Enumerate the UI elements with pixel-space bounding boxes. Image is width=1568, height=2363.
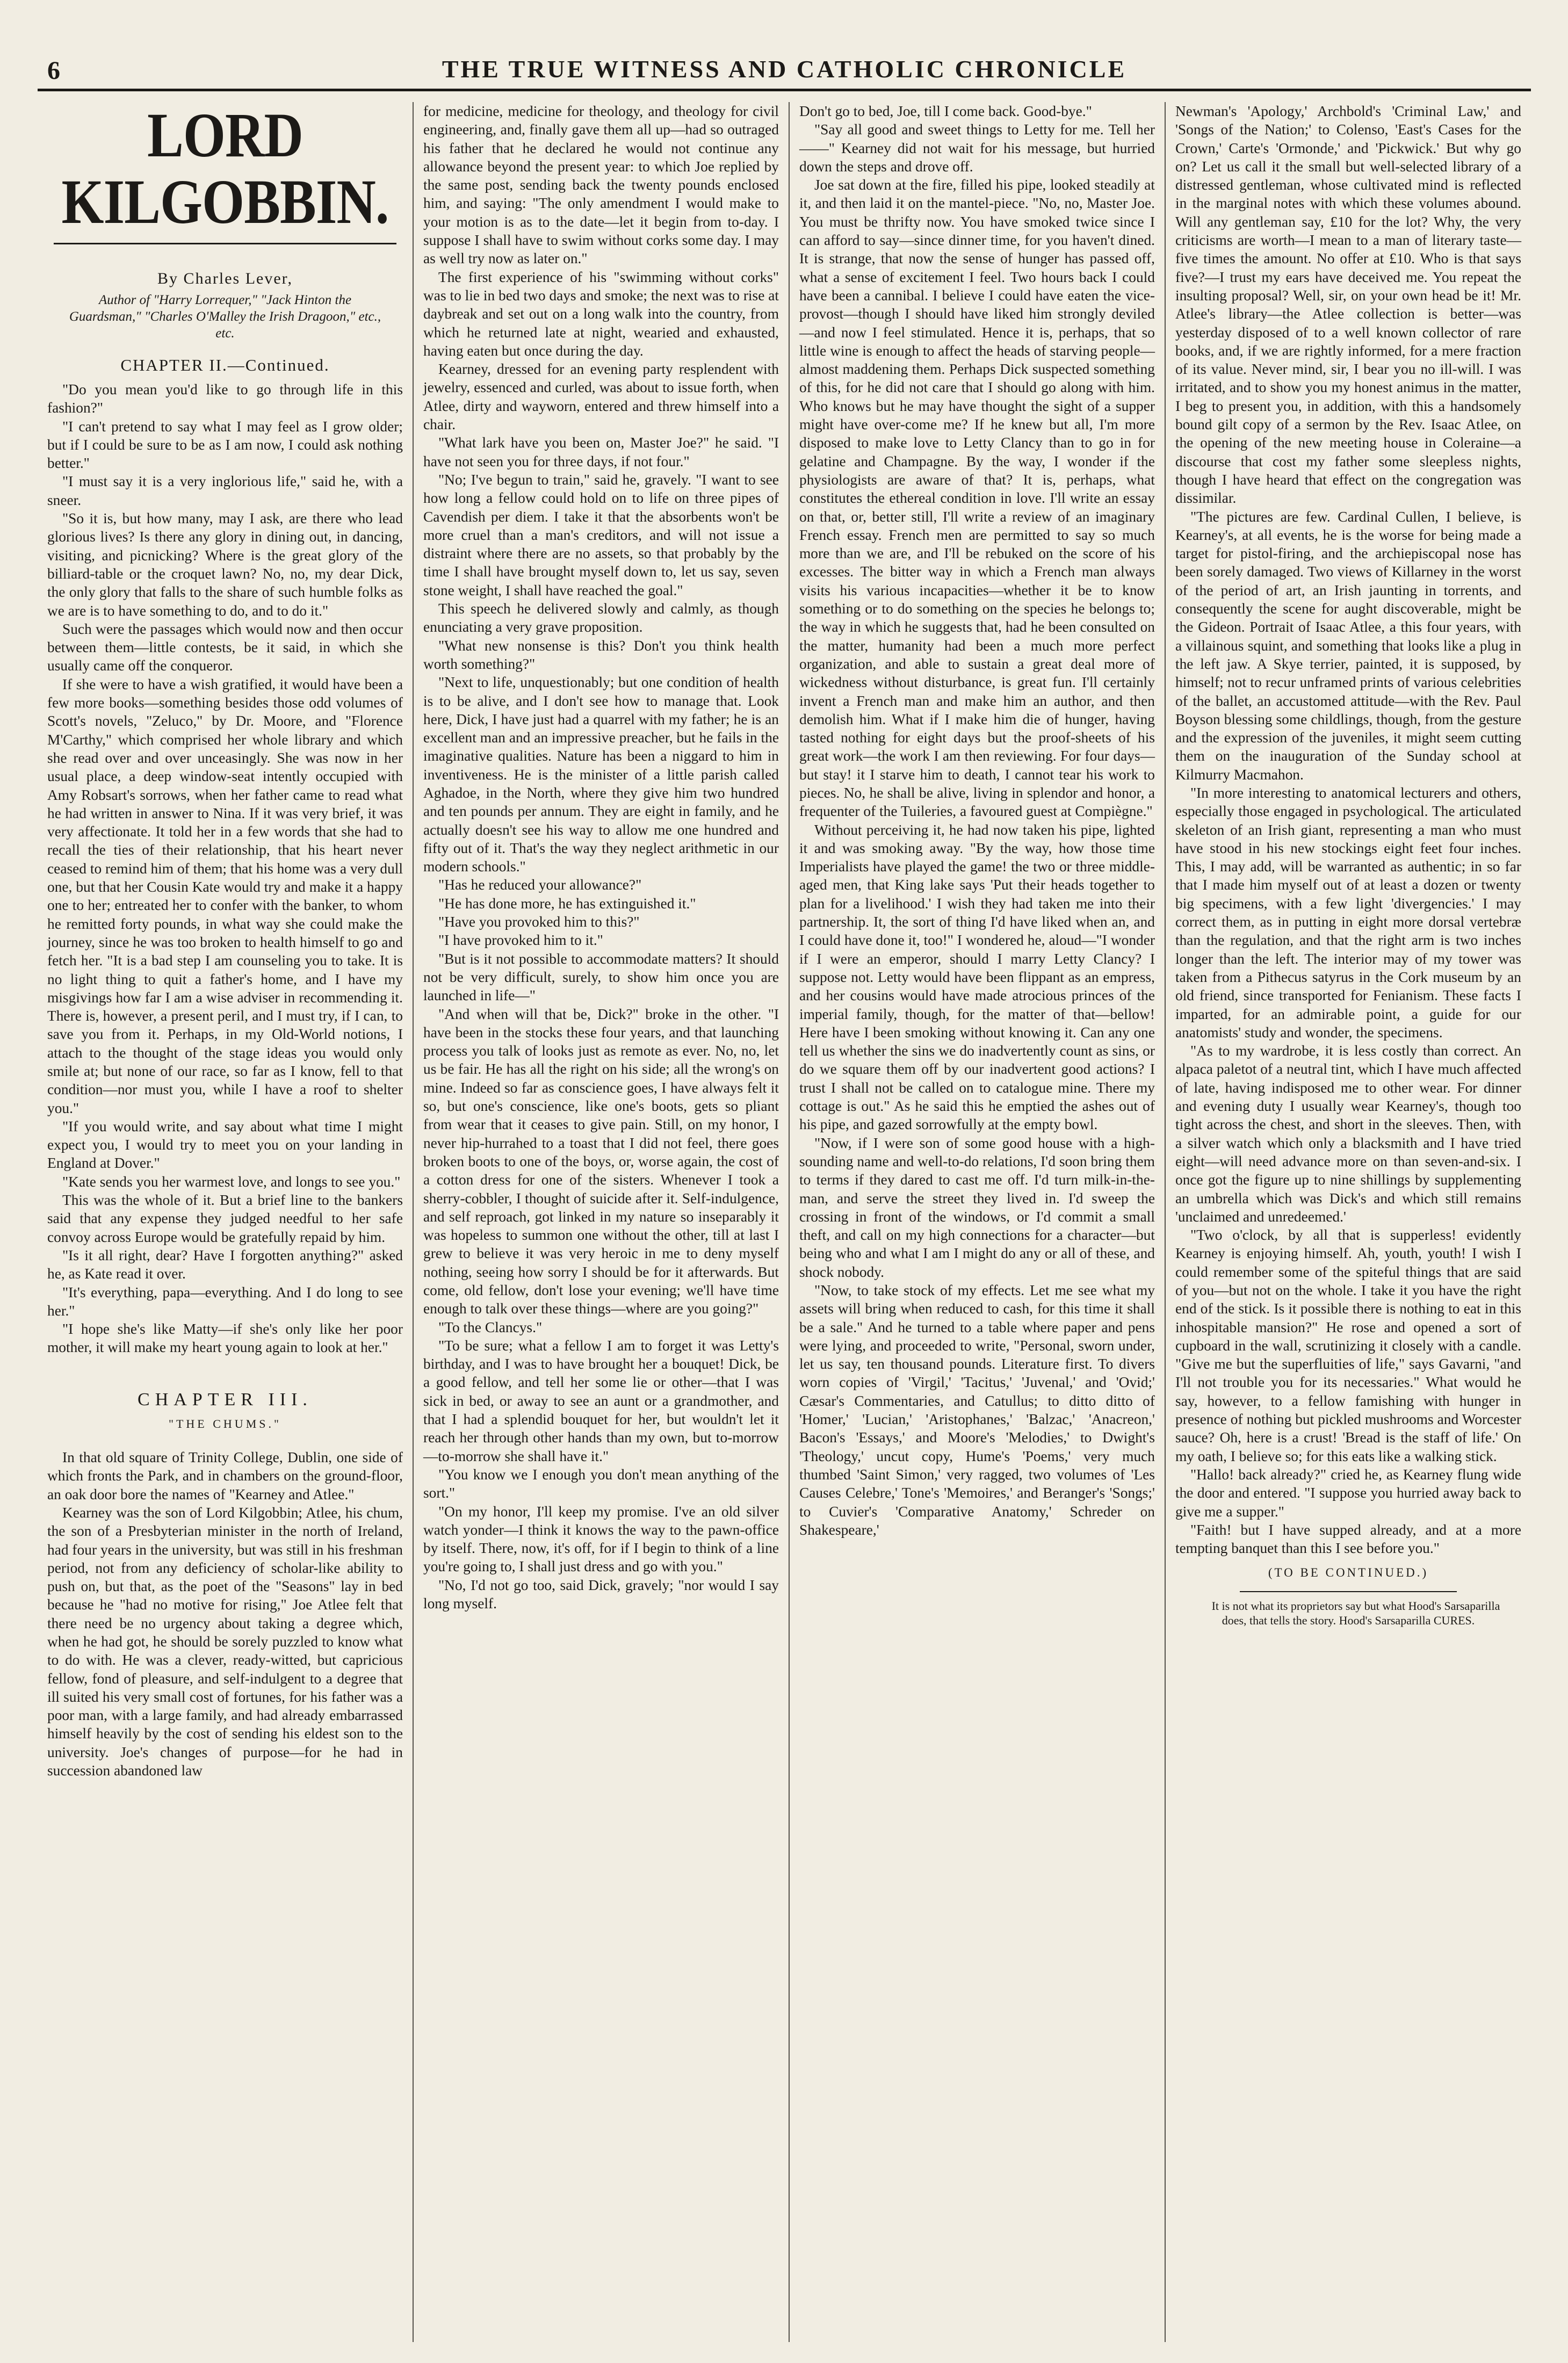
paragraph: "If you would write, and say about what time I might expect you, I would try to meet you on your landing in England at Dover." — [47, 1118, 403, 1172]
paragraph: In that old square of Trinity College, Dublin, one side of which fronts the Park, and in chambers on the ground-floor, an oak door bore the names of "Kearney and Atlee." — [47, 1449, 403, 1502]
paragraph: "On my honor, I'll keep my promise. I've an old silver watch yonder—I think it knows the way to the pawn-office by itself. There, now, it's off, for if I begin to think of a line you're going to, I shall just dress and go with you." — [423, 1503, 779, 1575]
paragraph: "The pictures are few. Cardinal Cullen, I believe, is Kearney's, at all events, he is the worse for being made a target for pistol-firing, and the archiepiscopal nose has been sorely damaged. Two views of Killarney in the worst of the period of art, an Irish jaunting in torrents, and consequently the scene for aught discoverable, might be the Gideon. Portrait of Isaac Atlee, a this four years, with a villainous squint, and something that looks like a plug in the left jaw. A Skye terrier, painted, it is supposed, by himself; not to recur unframed prints of various celebrities of the ballet, an accustomed attitude—with the Rev. Paul Boyson blessing some childlings, though, from the gesture and the expression of the juveniles, it might seem cutting them on the inauguration of the Sunday school at Kilmurry Macmahon. — [1175, 508, 1521, 783]
paragraph: "No; I've begun to train," said he, gravely. "I want to see how long a fellow could hold on to life on three pipes of Cavendish per diem. I take it that the absorbents won't be more cruel than a man's creditors, and will not issue a distraint where there are no assets, so that probably by the time I shall have brought myself down to, let us say, seven stone weight, I shall have reached the goal." — [423, 471, 779, 598]
paragraph: "Is it all right, dear? Have I forgotten anything?" asked he, as Kate read it over. — [47, 1247, 403, 1282]
chapter-ii-heading: CHAPTER II.—Continued. — [120, 356, 330, 374]
paragraph: "To the Clancys." — [438, 1319, 543, 1335]
story-headline: LORD KILGOBBIN. — [54, 102, 396, 244]
chapter-iii-subtitle: "THE CHUMS." — [169, 1417, 281, 1430]
paragraph: Without perceiving it, he had now taken his pipe, lighted it and was smoking away. "By the way, how those time Imperialists have played the game! the two or three middle-aged men, that King lake says 'Put their heads together to plan for a livelihood.' I wish they had taken me into their partnership. It, the sort of thing I'd have liked when an, and I could have done it, too!" I wondered he, aloud—"I wonder if I were an emperor, should I marry Letty Clancy? I suppose not. Letty would have been flippant as an empress, and her cousins would have made atrocious princes of the imperial family, though, for the matter of that—bellow! Here have I been smoking without knowing it. Can any one tell us whether the sins we do inadvertently count as sins, or do we square them off by our inadvertent good actions? I trust I shall not be called on to catalogue mine. There my cottage is out." As he said this he emptied the ashes out of his pipe, and gazed sorrowfully at the empty bowl. — [799, 821, 1155, 1133]
paragraph: "I hope she's like Matty—if she's only like her poor mother, it will make my heart young again to look at her." — [47, 1321, 403, 1356]
paragraph: Such were the passages which would now and then occur between them—little contests, be it said, in which she usually came off the conqueror. — [47, 620, 403, 674]
divider — [1240, 1591, 1457, 1592]
paragraph: This speech he delivered slowly and calmly, as though enunciating a very grave proposition. — [423, 601, 779, 635]
paragraph: "Has he reduced your allowance?" — [438, 877, 642, 893]
paragraph: "But is it not possible to accommodate matters? It should not be very difficult, surely, to show him once you are launched in life—" — [423, 950, 779, 1004]
paragraph: "In more interesting to anatomical lecturers and others, especially those engaged in psychological. The articulated skeleton of an Irish giant, representing a man who must have stood in his new stockings eight feet four inches. This, I may add, will be warranted as authentic; in so far that I made him myself out of at least a dozen or twenty big specimens, with a few light 'divergencies.' I may correct them, as in putting in eight more dorsal vertebræ than the regulation, and that the right arm is two inches longer than the left. The interior may of my tower was taken from a Pithecus satyrus in the Cork museum by an old friend, since transported for Fenianism. These facts I imparted, for an admirable point, a guide for our anatomists' study and wonder, the specimens. — [1175, 784, 1521, 1040]
paragraph: for medicine, medicine for theology, and theology for civil engineering, and, finally gave them all up—had so outraged his father that he declared he would not continue any allowance beyond the present year: to which Joe replied by the same post, sending back the twenty pounds enclosed him, and saying: "The only amendment I would make to your motion is as to the date—let it begin from to-day. I suppose I shall have to swim without corks some day. I may as well try now as later on." — [423, 103, 779, 267]
advertisement-notice: It is not what its proprietors say but what Hood's Sarsaparilla does, that tells the story. Hood's Sarsaparilla CURES. — [1211, 1599, 1500, 1627]
paragraph: If she were to have a wish gratified, it would have been a few more books—something besides those odd volumes of Scott's novels, "Zeluco," by Dr. Moore, and "Florence M'Carthy," which comprised her whole library and which she read over and over unceasingly. She was now in her usual place, a deep window-seat intently occupied with Amy Robsart's sorrows, when her father came to read what he had written in answer to Nina. If it was very brief, it was very affectionate. It told her in a few words that she had to recall the ties of their relationship, that his heart never ceased to remind him of them; that his home was a very dull one, but that her Cousin Kate would try and make it a happy one to her; entreated her to confer with the banker, to whom he remitted forty pounds, in what way she could make the journey, since he was too broken to health himself to go and fetch her. "It is a bad step I am counseling you to take. It is no light thing to quit a father's home, and I have my misgivings how far I am a wise adviser in recommending it. There is, however, a present peril, and I must try, if I can, to save you from it. Perhaps, in my Old-World notions, I attach to the thought of the stage ideas you would only smile at; but none of our race, so far as I know, fell to that condition—nor must you, while I have a roof to shelter you." — [47, 676, 403, 1116]
paragraph: "Have you provoked him to this?" — [438, 914, 640, 930]
paragraph: Kearney was the son of Lord Kilgobbin; Atlee, his chum, the son of a Presbyterian minister in the north of Ireland, had four years in the university, but was still in his freshman period, not from any deficiency of scholar-like ability to push on, but that, as the poet of the "Seasons" lay in bed because he "had no motive for rising," Joe Atlee felt that there need be no urgency about taking a degree which, when he had got, he should be sorely puzzled to know what to do with. He was a clever, ready-witted, but capricious fellow, fond of pleasure, and self-indulgent to a degree that ill suited his very small cost of fortunes, for his father was a poor man, with a large family, and had already embarrassed himself heavily by the cost of sending his eldest son to the university. Joe's changes of purpose—for he had in succession abandoned law — [47, 1504, 403, 1779]
paragraph: Newman's 'Apology,' Archbold's 'Criminal Law,' and 'Songs of the Nation;' to Colenso, 'East's Cases for the Crown,' Carte's 'Ormonde,' and 'Pickwick.' But why go on? Let us call it the small but well-selected library of a distressed gentleman, whose cultivated mind is reflected in the marginal notes with which these volumes abound. Will any gentleman say, £10 for the lot? Why, the very criticisms are worth—I mean to a man of literary taste—five times the amount. No offer at £10. Who is that says five?—I trust my ears have deceived me. You repeat the insulting proposal? Well, sir, on your own head be it! Mr. Atlee's library—the Atlee collection is better—was yesterday disposed of to a well known collector of rare books, and, if we are rightly informed, for a mere fraction of its value. Never mind, sir, I bear you no ill-will. I was irritated, and to show you my honest animus in the matter, I beg to present you, in addition, with this a handsomely bound gilt copy of a sermon by the Rev. Isaac Atlee, on the opening of the new meeting house in Coleraine—a discourse that cost my father some sleepless nights, though I have heard that effect on the congregation was dissimilar. — [1175, 103, 1521, 507]
chapter-iii-heading: CHAPTER III. — [138, 1389, 313, 1410]
newspaper-title: THE TRUE WITNESS AND CATHOLIC CHRONICLE — [442, 55, 1127, 83]
paragraph: "Do you mean you'd like to go through life in this fashion?" — [47, 381, 403, 416]
paragraph: "It's everything, papa—everything. And I do long to see her." — [47, 1284, 403, 1319]
paragraph: "Two o'clock, by all that is supperless! evidently Kearney is enjoying himself. Ah, youth, youth! I wish I could remember some of the spiteful things that are said of you—but not on the whole. I take it you have the right end of the stick. Is it possible there is nothing to eat in this inhospitable mansion?" He rose and opened a sort of cupboard in the wall, scrutinizing it closely with a candle. "Give me but the superfluities of life," says Gavarni, "and I'll not trouble you for its necessaries." What would he say, however, to a fellow famishing with hunger in presence of nothing but pickled mushrooms and Worcester sauce? Oh, here is a crust! 'Bread is the staff of life.' On my oath, I believe so; for this eats like a walking stick. — [1175, 1227, 1521, 1464]
page-number: 6 — [47, 56, 60, 85]
paragraph: "To be sure; what a fellow I am to forget it was Letty's birthday, and I was to have brought her a bouquet! Dick, be a good fellow, and tell her some lie or other—that I was sick in bed, or away to see an aunt or a grandmother, and that I had a splendid bouquet for her, but wouldn't let it reach her through other hands than my own, but to-morrow—to-morrow she shall have it." — [423, 1337, 779, 1464]
paragraph: "Next to life, unquestionably; but one condition of health is to be alive, and I don't see how to manage that. Look here, Dick, I have just had a quarrel with my father; he is an excellent man and an impressive preacher, but he fails in the imaginative qualities. Nature has been a niggard to him in inventiveness. He is the minister of a little parish called Aghadoe, in the North, where they give him two hundred and ten pounds per annum. They are eight in family, and he actually doesn't see his way to allow me one hundred and fifty out of it. That's the way they neglect arithmetic in our modern schools." — [423, 674, 779, 875]
paragraph: "I have provoked him to it." — [438, 932, 603, 949]
paragraph: "As to my wardrobe, it is less costly than correct. An alpaca paletot of a neutral tint, which I have much affected of late, having indisposed me to other wear. For dinner and evening duty I usually wear Kearney's, though too tight across the chest, and short in the sleeves. Then, with a silver watch which only a blacksmith and I have tried eight—will need advance more on than seven-and-six. I once got the figure up to nine shillings by supplementing an umbrella which was Dick's and which still remains 'unclaimed and unredeemed.' — [1175, 1043, 1521, 1225]
paragraph: "He has done more, he has extinguished it." — [438, 895, 696, 912]
paragraph: "I must say it is a very inglorious life," said he, with a sneer. — [47, 473, 403, 508]
paragraph: "Kate sends you her warmest love, and longs to see you." — [62, 1173, 401, 1190]
paragraph: "I can't pretend to say what I may feel as I grow older; but if I could be sure to be as I am now, I could ask nothing better." — [47, 418, 403, 472]
column-2 — [414, 102, 790, 2342]
paragraph: "No, I'd not go too, said Dick, gravely; "nor would I say long myself. — [423, 1577, 779, 1612]
column-3 — [790, 102, 1166, 2342]
paragraph: Kearney, dressed for an evening party resplendent with jewelry, essenced and curled, was about to issue forth, when Atlee, dirty and wayworn, entered and threw himself into a chair. — [423, 361, 779, 433]
paragraph: This was the whole of it. But a brief line to the bankers said that any expense they judged needful to her safe convoy across Europe would be gratefully repaid by him. — [47, 1192, 403, 1245]
byline: By Charles Lever, — [157, 270, 293, 287]
paragraph: "You know we I enough you don't mean anything of the sort." — [423, 1466, 779, 1501]
article-columns — [38, 102, 1531, 2342]
paragraph: The first experience of his "swimming without corks" was to lie in bed two days and smoke; the next was to rise at daybreak and set out on a long walk into the country, from which he returned late at night, wearied and exhausted, having eaten but once during the day. — [423, 269, 779, 359]
paragraph: "What lark have you been on, Master Joe?" he said. "I have not seen you for three days, if not four." — [423, 435, 779, 469]
masthead — [38, 54, 1531, 91]
column-1 — [38, 102, 414, 2342]
paragraph: "Say all good and sweet things to Letty for me. Tell her——" Kearney did not wait for his message, but hurried down the steps and drove off. — [799, 121, 1155, 175]
paragraph: "Now, if I were son of some good house with a high-sounding name and well-to-do relations, I'd soon bring them to terms if they dared to cast me off. I'd turn milk-in-the-man, and serve the street they lived in. I'd sweep the crossing in front of the windows, or I'd commit a small theft, and call on my high connections for a character—but being who and what I am I might do any or all of these, and shock nobody. — [799, 1134, 1155, 1280]
paragraph: "What new nonsense is this? Don't you think health worth something?" — [423, 637, 779, 672]
paragraph: "Hallo! back already?" cried he, as Kearney flung wide the door and entered. "I suppose you hurried away back to give me a supper." — [1175, 1466, 1521, 1520]
paragraph: Don't go to bed, Joe, till I come back. Good-bye." — [799, 103, 1092, 119]
byline-credits: Author of "Harry Lorrequer," "Jack Hinton the Guardsman," "Charles O'Malley the Irish Dragoon," etc., etc. — [69, 293, 381, 341]
to-be-continued: (TO BE CONTINUED.) — [1268, 1566, 1429, 1580]
paragraph: Joe sat down at the fire, filled his pipe, looked steadily at it, and then laid it on the mantel-piece. "No, no, Master Joe. You must be thrifty now. You have smoked twice since I can afford to say—since dinner time, for you haven't dined. It is strange, that now the sense of hunger has passed off, what a sense of excitement I feel. Two hours back I could have been a cannibal. I believe I could have eaten the vice-provost—though I should have liked him strongly deviled—and now I feel stimulated. Hence it is, perhaps, that so little wine is enough to affect the heads of starving people—almost maddening them. Perhaps Dick suspected something of this, for he did not care that I should go along with him. Who knows but he may have thought the sight of a supper might have over-come me? If he knew but all, I'm more disposed to make love to Letty Clancy than to go in for gelatine and Champagne. By the way, I wonder if the physiologists are aware of that? It is, perhaps, what constitutes the ethereal condition in love. I'll write an essay on that, or, better still, I'll write a review of an imaginary French essay. French men are permitted to say so much more than we are, and I'll be rebuked on the score of his excesses. The bitter way in which a French man always visits his various incapacities—whether it be to know something or to do something on the species he belongs to; the way in which he suggests that, had he been consulted on the matter, humanity had been a much more perfect organization, and able to sustain a great deal more of wickedness without disturbance, is great fun. I'll certainly invent a French man and make him an author, and then demolish him. What if I make him die of hunger, having tasted nothing for eight days but the proof-sheets of his great work—the work I am then reviewing. For four days—but stay! it I starve him to death, I cannot tear his work to pieces. No, he shall be alive, living in splendor and honor, a frequenter of the Tuileries, a favoured guest at Compiègne." — [799, 177, 1155, 820]
column-4 — [1166, 102, 1531, 2342]
paragraph: "Now, to take stock of my effects. Let me see what my assets will bring when reduced to cash, for this time it shall be a sale." And he turned to a table where paper and pens were lying, and proceeded to write, "Personal, sworn under, let us say, ten thousand pounds. Literature first. To divers worn copies of 'Virgil,' 'Tacitus,' 'Juvenal,' and 'Ovid;' Cæsar's Commentaries, and Catullus; to ditto ditto of 'Homer,' 'Lucian,' 'Aristophanes,' 'Balzac,' 'Anacreon,' Bacon's 'Essays,' and Moore's 'Melodies,' to Dwight's 'Theology,' uncut copy, Hume's 'Poems,' very much thumbed 'Saint Simon,' very ragged, two volumes of 'Les Causes Celebre,' Tone's 'Memoires,' and Beranger's 'Songs;' to Cuvier's 'Comparative Anatomy,' Schreder on Shakespeare,' — [799, 1282, 1155, 1538]
paragraph: "And when will that be, Dick?" broke in the other. "I have been in the stocks these four years, and that launching process you talk of looks just as remote as ever. No, no, let us be fair. He has all the right on his side; all the wrong's on mine. Indeed so far as conscience goes, I have always felt it so, but one's conscience, like one's boots, gets so pliant from wear that it ceases to give pain. Still, on my honor, I never hip-hurrahed to a toast that I did not feel, there goes broken boots to one of the boys, or, worse again, the cost of a cotton dress for one of the sisters. Whenever I took a sherry-cobbler, I thought of suicide after it. Self-indulgence, and self reproach, got linked in my nature so inseparably it was hopeless to summon one without the other, till at last I grew to believe it was very heroic in me to deny myself nothing, seeing how sorry I should be for it afterwards. But come, old fellow, don't lose your evening; we'll have time enough to talk over these things—where are you going?" — [423, 1006, 779, 1317]
paragraph: "Faith! but I have supped already, and at a more tempting banquet than this I see before you." — [1175, 1521, 1521, 1557]
paragraph: "So it is, but how many, may I ask, are there who lead glorious lives? Is there any glory in dining out, in dancing, visiting, and picnicking? Where is the great glory of the billiard-table or the croquet lawn? No, no, my dear Dick, the only glory that falls to the share of such humble folks as we are is to have something to do, and to do it." — [47, 510, 403, 619]
